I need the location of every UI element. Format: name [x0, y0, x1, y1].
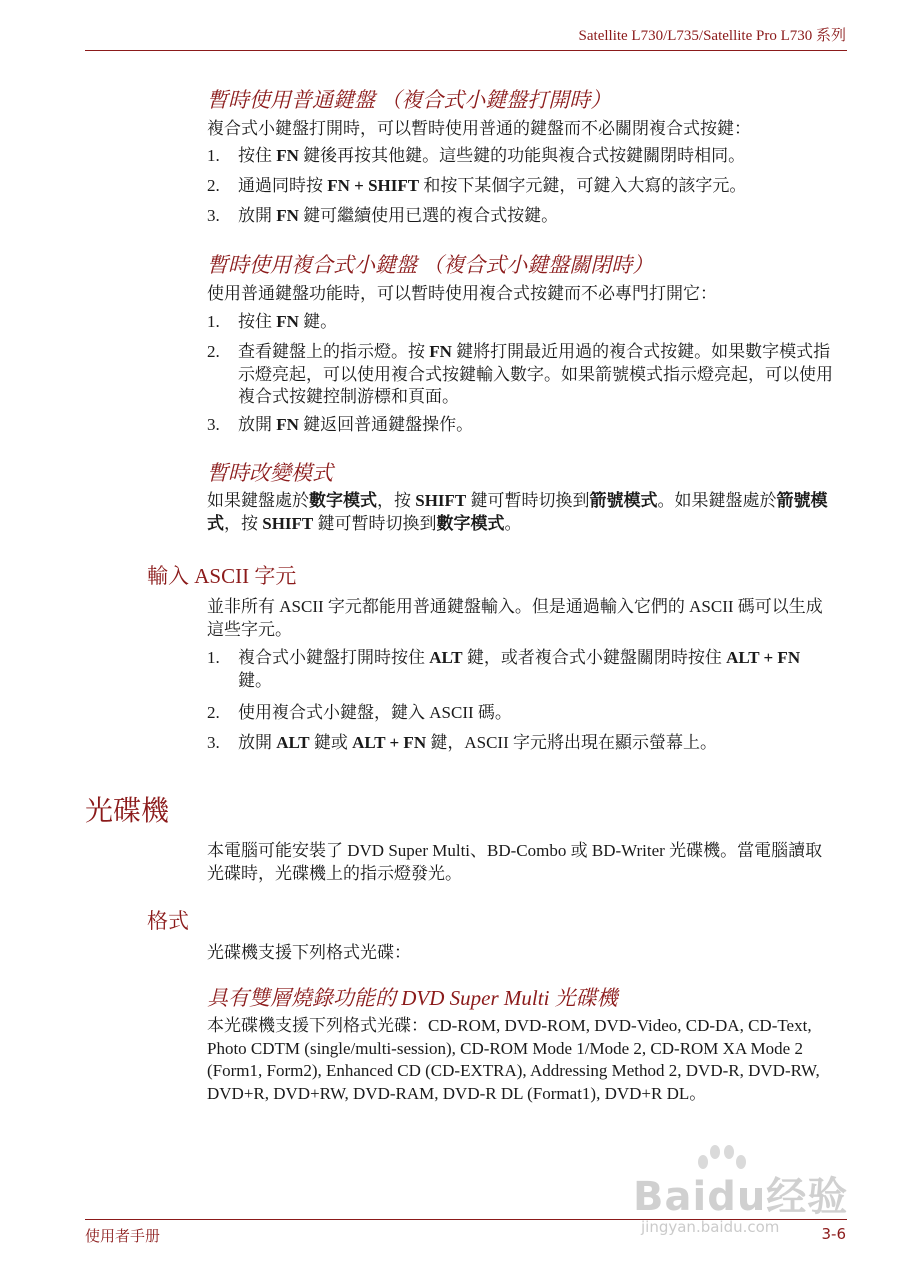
heading-optical-drive: 光碟機 — [85, 796, 170, 827]
intro-temp-overlay: 使用普通鍵盤功能時，可以暫時使用複合式按鍵而不必專門打開它： — [207, 284, 717, 303]
watermark-url: jingyan.baidu.com — [641, 1218, 780, 1236]
footer-page-number: 3-6 — [821, 1225, 846, 1243]
heading-temp-overlay: 暫時使用複合式小鍵盤 （複合式小鍵盤關閉時） — [207, 253, 654, 277]
intro-optical-drive: 本電腦可能安裝了 DVD Super Multi、BD-Combo 或 BD-Writer 光碟機。當電腦讀取光碟時，光碟機上的指示燈發光。 — [207, 841, 823, 883]
list-item: 1. 按住 FN 鍵。 — [207, 312, 338, 331]
paragraph-supported-formats: 本光碟機支援下列格式光碟：CD-ROM, DVD-ROM, DVD-Video, CD-DA, CD-Text, Photo CDTM (single/multi-session), CD-ROM Mode 1/Mode 2, CD-ROM XA Mode 2 (Form1, Form2), Enhanced CD (CD-EXTRA), Addressing Method 2, DVD-R, DVD-RW, DVD+R, DVD+RW, DVD-RAM, DVD-R DL (Format1), DVD+R DL。 — [207, 1016, 820, 1103]
paragraph-temp-mode: 如果鍵盤處於數字模式，按 SHIFT 鍵可暫時切換到箭號模式。如果鍵盤處於箭號模式，按 SHIFT 鍵可暫時切換到數字模式。 — [207, 491, 828, 533]
list-item: 3. 放開 FN 鍵可繼續使用已選的複合式按鍵。 — [207, 206, 559, 225]
list-item: 2. 使用複合式小鍵盤，鍵入 ASCII 碼。 — [207, 703, 512, 722]
footer-manual-title: 使用者手册 — [85, 1227, 161, 1245]
list-item: 1. 複合式小鍵盤打開時按住 ALT 鍵，或者複合式小鍵盤關閉時按住 ALT + FN 鍵。 — [207, 648, 801, 690]
heading-formats: 格式 — [147, 909, 189, 933]
intro-temp-normal-keyboard: 複合式小鍵盤打開時，可以暫時使用普通的鍵盤而不必關閉複合式按鍵： — [207, 119, 751, 138]
baidu-watermark — [633, 1150, 848, 1245]
list-item: 2. 通過同時按 FN + SHIFT 和按下某個字元鍵，可鍵入大寫的該字元。 — [207, 176, 747, 195]
list-item: 3. 放開 FN 鍵返回普通鍵盤操作。 — [207, 415, 474, 434]
footer-rule — [85, 1219, 847, 1220]
header-rule — [85, 50, 847, 51]
list-item: 3. 放開 ALT 鍵或 ALT + FN 鍵，ASCII 字元將出現在顯示螢幕上。 — [207, 733, 717, 752]
heading-ascii: 輸入 ASCII 字元 — [147, 564, 297, 588]
intro-ascii: 並非所有 ASCII 字元都能用普通鍵盤輸入。但是通過輸入它們的 ASCII 碼可以生成這些字元。 — [207, 597, 823, 639]
page-header-title: Satellite L730/L735/Satellite Pro L730 系列 — [578, 28, 846, 44]
list-item: 2. 查看鍵盤上的指示燈。按 FN 鍵將打開最近用過的複合式按鍵。如果數字模式指示燈亮起，可以使用複合式按鍵輸入數字。如果箭號模式指示燈亮起，可以使用複合式按鍵控制游標和頁面。 — [207, 342, 833, 406]
heading-dvd-super-multi: 具有雙層燒錄功能的 DVD Super Multi 光碟機 — [207, 986, 618, 1010]
list-item: 1. 按住 FN 鍵後再按其他鍵。這些鍵的功能與複合式按鍵關閉時相同。 — [207, 146, 746, 165]
intro-formats: 光碟機支援下列格式光碟： — [207, 943, 411, 962]
baidu-logo: Baidu经验 — [633, 1174, 849, 1220]
heading-temp-normal-keyboard: 暫時使用普通鍵盤 （複合式小鍵盤打開時） — [207, 88, 612, 112]
heading-temp-mode: 暫時改變模式 — [207, 461, 333, 485]
